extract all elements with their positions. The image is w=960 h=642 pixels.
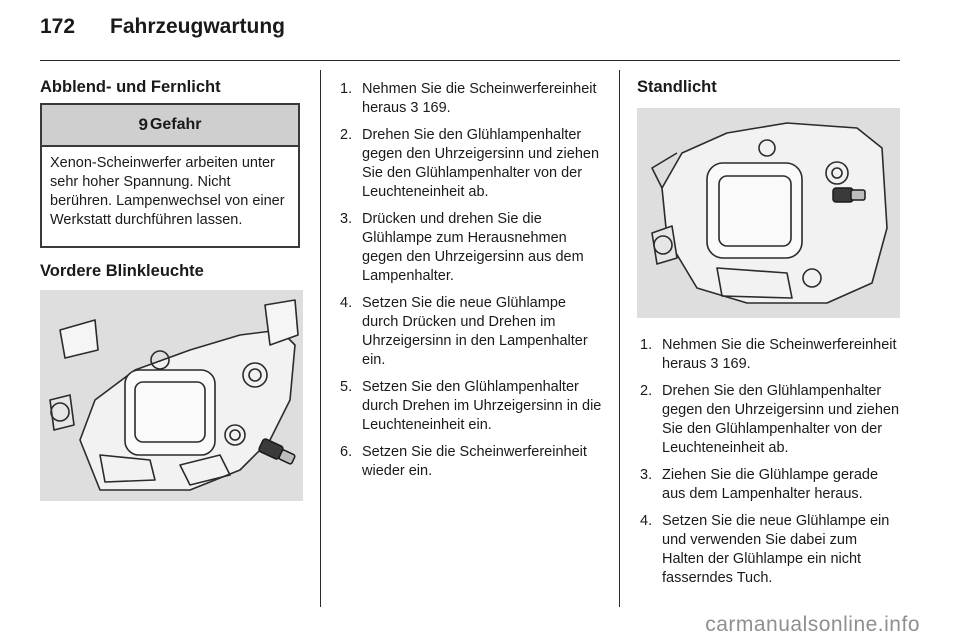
- warning-box: [40, 103, 300, 248]
- list-item: 4. Setzen Sie die neue Glühlampe ein und verwenden Sie dabei zum Halten der Glühlampe ein nicht fasserndes Tuch.: [640, 513, 890, 586]
- list-item: 2. Drehen Sie den Glühlampenhalter gegen den Uhrzeigersinn und ziehen Sie den Glühlampenhalter von der Leuchteneinheit ab.: [640, 383, 900, 456]
- column-divider-left: [320, 70, 321, 607]
- header-rule: [40, 60, 900, 61]
- list-item: 1. Nehmen Sie die Scheinwerfereinheit heraus 3 169.: [340, 81, 597, 116]
- list-item: 2. Drehen Sie den Glühlampenhalter gegen den Uhrzeigersinn und ziehen Sie den Glühlampenhalter von der Leuchteneinheit ab.: [340, 127, 600, 200]
- section-heading-low-high-beam: Abblend- und Fernlicht: [40, 78, 221, 96]
- watermark: carmanualsonline.info: [705, 613, 920, 636]
- list-item: 6. Setzen Sie die Scheinwerfereinheit wieder ein.: [340, 444, 587, 479]
- section-heading-parking-light: Standlicht: [637, 78, 717, 96]
- steps-list-low-high-beam: [340, 80, 602, 489]
- list-item: 3. Drücken und drehen Sie die Glühlampe zum Herausnehmen gegen den Uhrzeigersinn aus dem Lampenhalter.: [340, 211, 584, 284]
- headlamp-parking-light-drawing: [637, 108, 900, 318]
- headlamp-turn-signal-drawing: [40, 290, 303, 501]
- chapter-title: Fahrzeugwartung: [110, 15, 286, 38]
- list-item: 1. Nehmen Sie die Scheinwerfereinheit heraus 3 169.: [640, 337, 897, 372]
- headlamp-turn-signal-illustration: [40, 290, 303, 501]
- warning-text: Xenon-Scheinwerfer arbeiten unter sehr hoher Spannung. Nicht berühren. Lampenwechsel von einer Werkstatt durchführen lassen.: [50, 155, 285, 228]
- list-item: 5. Setzen Sie den Glühlampenhalter durch Drehen im Uhrzeigersinn in die Leuchteneinheit ein.: [340, 379, 602, 433]
- list-item: 4. Setzen Sie die neue Glühlampe durch Drücken und Drehen im Uhrzeigersinn in den Lampenhalter ein.: [340, 295, 588, 368]
- section-heading-front-turn-signal: Vordere Blinkleuchte: [40, 262, 204, 280]
- page-number: 172: [40, 15, 76, 38]
- warning-triangle-icon: 9: [138, 115, 148, 134]
- headlamp-parking-light-illustration: [637, 108, 900, 318]
- column-divider-right: [619, 70, 620, 607]
- warning-title: Gefahr: [149, 116, 202, 133]
- list-item: 3. Ziehen Sie die Glühlampe gerade aus dem Lampenhalter heraus.: [640, 467, 879, 502]
- warning-header: [42, 105, 298, 147]
- steps-list-parking-light: [640, 336, 902, 596]
